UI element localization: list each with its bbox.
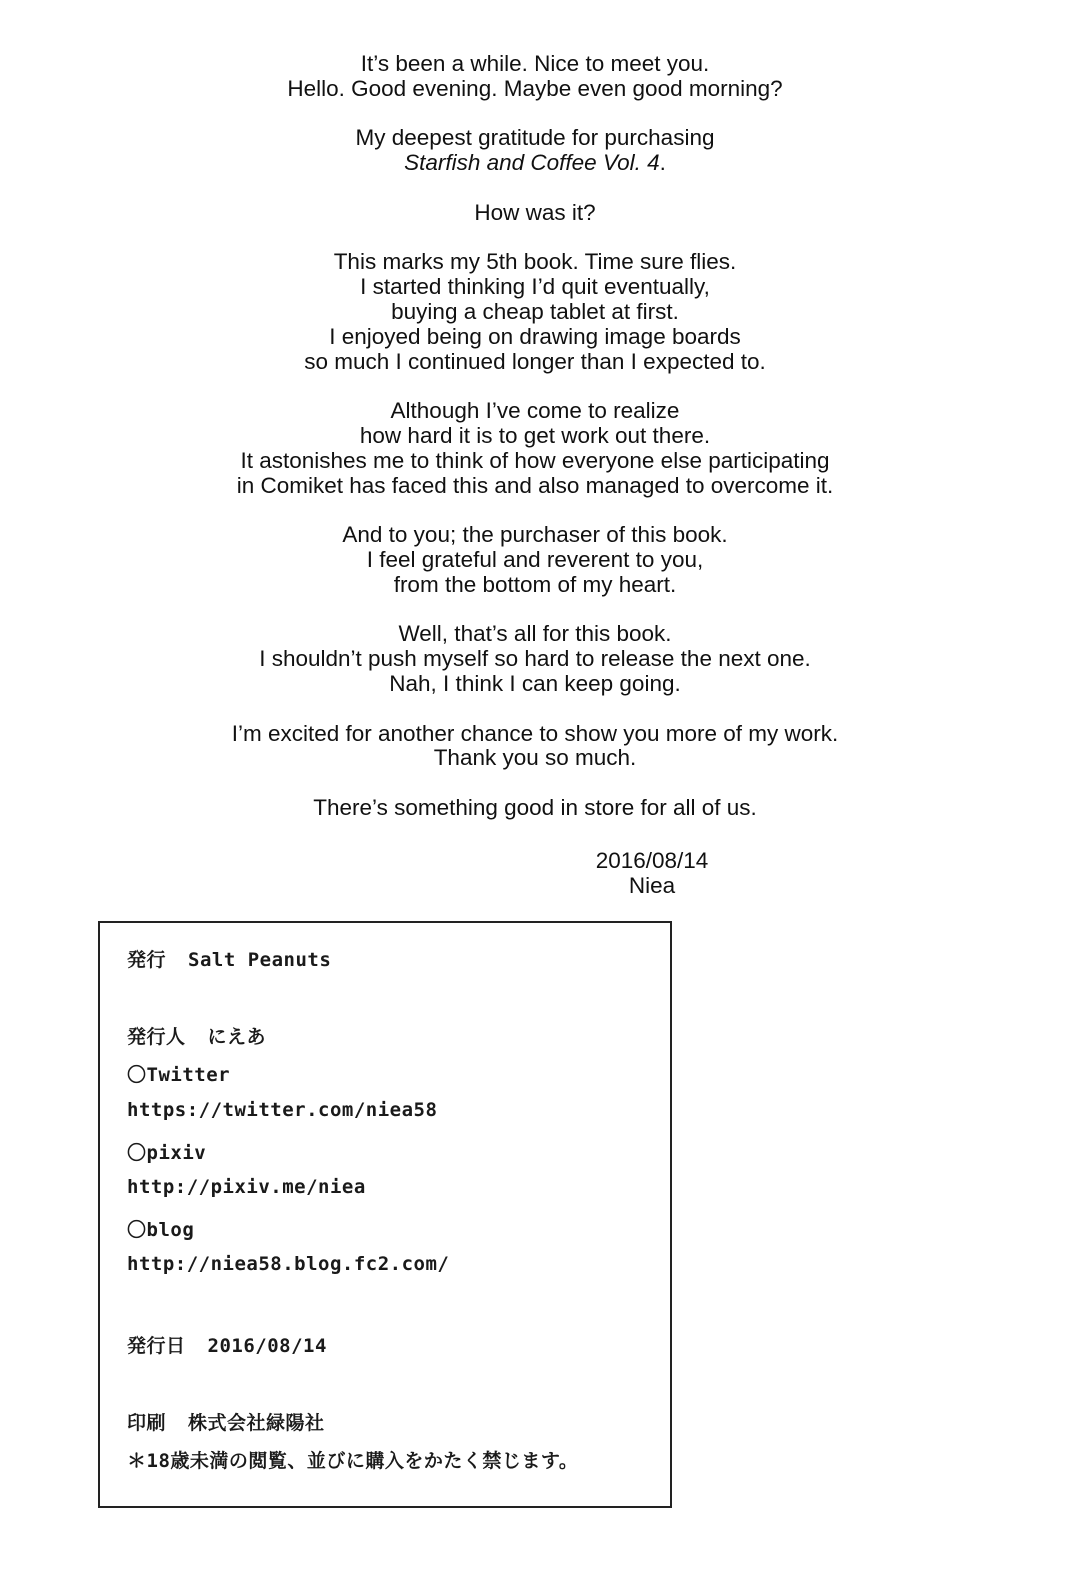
printer-name: 株式会社緑陽社 — [188, 1412, 325, 1434]
afterword-line: I enjoyed being on drawing image boards — [329, 323, 741, 349]
afterword-book-title-line — [0, 151, 1070, 176]
afterword-line: Nah, I think I can keep going. — [389, 670, 681, 696]
afterword-line: This marks my 5th book. Time sure flies. — [333, 249, 737, 275]
pixiv-url: http://pixiv.me/niea — [127, 1176, 366, 1198]
colophon-publisher-row — [127, 945, 331, 972]
afterword-line: Although I’ve come to realize — [390, 398, 680, 424]
afterword-line: Hello. Good evening. Maybe even good morning? — [287, 75, 783, 101]
afterword-line: Thank you so much. — [433, 745, 637, 771]
afterword-paragraph-thanks — [0, 722, 1070, 772]
afterword-line: I started thinking I’d quit eventually, — [360, 274, 710, 300]
twitter-url: https://twitter.com/niea58 — [127, 1099, 438, 1121]
afterword-line: so much I continued longer than I expected to. — [304, 348, 766, 374]
afterword-paragraph-closing — [0, 622, 1070, 696]
book-title: Starfish and Coffee Vol. 4 — [404, 150, 660, 176]
issuer-label: 発行人 — [127, 1026, 186, 1048]
publisher-name: Salt Peanuts — [188, 949, 332, 971]
age-restriction-notice: ＊18歳未満の閲覧、並びに購入をかたく禁じます。 — [127, 1450, 579, 1472]
afterword-line: And to you; the purchaser of this book. — [342, 522, 728, 548]
afterword-paragraph-history — [0, 250, 1070, 374]
afterword-line: It’s been a while. Nice to meet you. — [360, 51, 710, 76]
issuer-name: にえあ — [207, 1026, 267, 1048]
afterword-paragraph-realization — [0, 399, 1070, 498]
afterword-line: I shouldn’t push myself so hard to release the next one. — [259, 646, 811, 672]
afterword-line: It astonishes me to think of how everyone else participating — [240, 447, 830, 473]
afterword-line: There’s something good in store for all of us. — [313, 794, 757, 820]
colophon-box — [98, 921, 672, 1508]
publisher-label: 発行 — [127, 949, 167, 971]
afterword-line: I’m excited for another chance to show you more of my work. — [231, 720, 839, 746]
book-title-suffix: . — [659, 150, 666, 176]
colophon-issuer-row — [127, 1022, 266, 1049]
blog-label: 〇blog — [127, 1219, 195, 1241]
colophon-date-row — [127, 1331, 327, 1358]
blog-url: http://niea58.blog.fc2.com/ — [127, 1253, 450, 1275]
afterword-line: in Comiket has faced this and also managed to overcome it. — [236, 472, 834, 498]
afterword-paragraph-gratitude — [0, 126, 1070, 176]
afterword-line: My deepest gratitude for purchasing — [355, 125, 715, 151]
signature — [560, 849, 744, 899]
afterword-line: Well, that’s all for this book. — [398, 621, 672, 647]
signature-author: Niea — [628, 872, 676, 898]
twitter-label: 〇Twitter — [127, 1064, 231, 1086]
afterword-paragraph-reader — [0, 523, 1070, 597]
afterword-line: how hard it is to get work out there. — [359, 422, 711, 448]
printer-label: 印刷 — [127, 1412, 167, 1434]
afterword-text — [0, 52, 1070, 846]
pixiv-label: 〇pixiv — [127, 1142, 207, 1164]
afterword-line: buying a cheap tablet at first. — [391, 298, 679, 324]
afterword-line: I feel grateful and reverent to you, — [366, 546, 704, 572]
afterword-paragraph-greeting — [0, 52, 1070, 102]
colophon-printer-row — [127, 1408, 325, 1435]
signature-date: 2016/08/14 — [595, 848, 709, 873]
issue-date: 2016/08/14 — [207, 1335, 327, 1357]
afterword-paragraph-final — [0, 796, 1070, 821]
afterword-line: How was it? — [474, 199, 596, 225]
afterword-paragraph-question — [0, 201, 1070, 226]
afterword-line: from the bottom of my heart. — [393, 571, 677, 597]
issue-date-label: 発行日 — [127, 1335, 186, 1357]
